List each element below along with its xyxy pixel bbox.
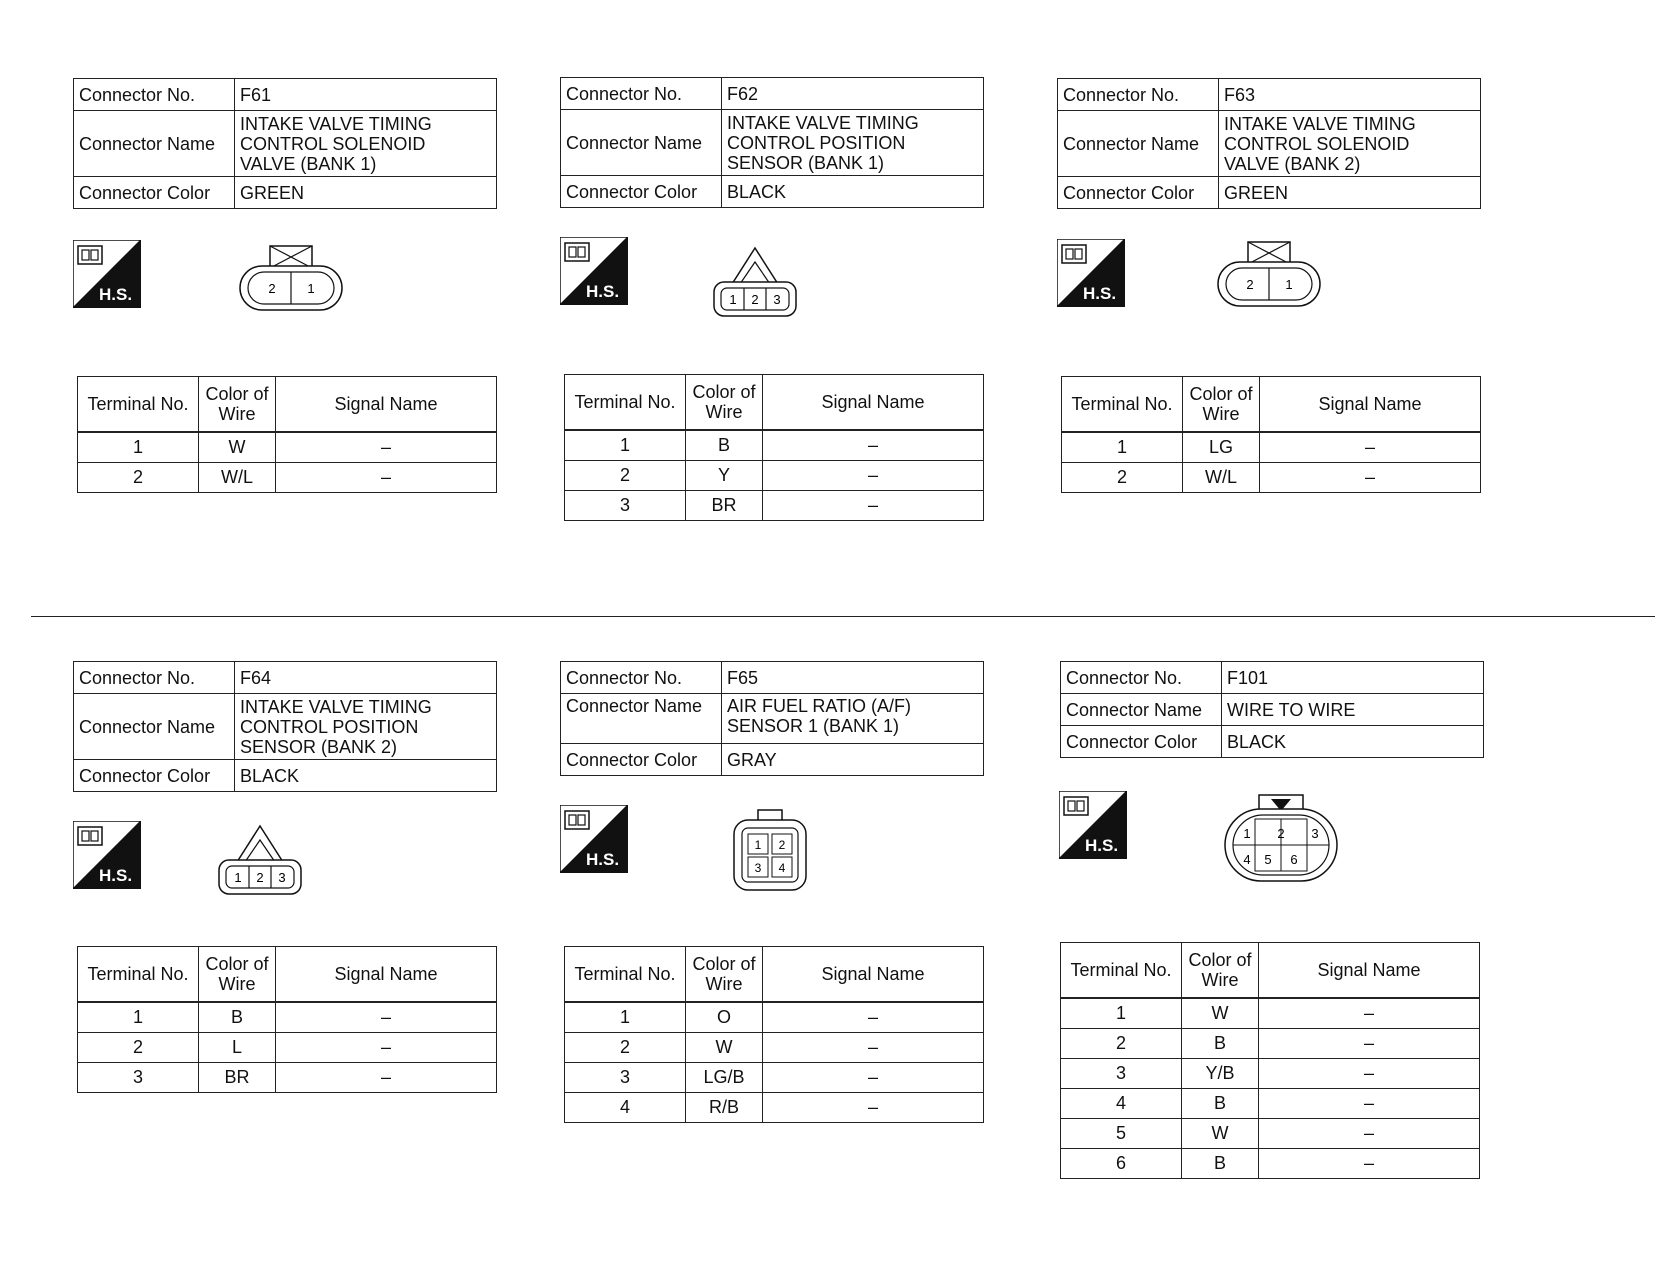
pin-label: 2 [1246, 277, 1254, 292]
table-row [1062, 463, 1481, 493]
hs-label: H.S. [99, 866, 133, 885]
connector-no-label: Connector No. [1061, 662, 1222, 694]
terminal-table [1060, 942, 1480, 1179]
terminal-no-cell: 2 [1062, 463, 1183, 493]
terminal-no-header: Terminal No. [1061, 943, 1182, 999]
wire-color-cell: B [1182, 1149, 1259, 1179]
pin-label: 1 [234, 870, 242, 885]
signal-name-cell: – [763, 430, 984, 461]
signal-name-cell: – [763, 461, 984, 491]
terminal-no-header: Terminal No. [565, 375, 686, 431]
connector-name-label: Connector Name [74, 694, 235, 760]
terminal-no-cell: 3 [78, 1063, 199, 1093]
terminal-table [1061, 376, 1481, 493]
table-row [565, 1033, 984, 1063]
connector-name-value: AIR FUEL RATIO (A/F) SENSOR 1 (BANK 1) [722, 694, 984, 744]
table-row [1061, 1119, 1480, 1149]
terminal-table [564, 946, 984, 1123]
signal-name-cell: – [1259, 998, 1480, 1029]
terminal-no-cell: 2 [565, 1033, 686, 1063]
connector-name-label: Connector Name [561, 694, 722, 744]
connector-color-value: BLACK [1222, 726, 1484, 758]
terminal-table [77, 376, 497, 493]
wire-color-header: Color of Wire [686, 947, 763, 1003]
connector-info-table [73, 78, 497, 209]
signal-name-cell: – [1259, 1149, 1480, 1179]
connector-info-table [1057, 78, 1481, 209]
connector-name-label: Connector Name [74, 111, 235, 177]
connector-color-value: BLACK [722, 176, 984, 208]
table-row [565, 1093, 984, 1123]
connector-no-label: Connector No. [74, 79, 235, 111]
table-row [565, 430, 984, 461]
wire-color-cell: W [1182, 998, 1259, 1029]
wire-color-cell: W [199, 432, 276, 463]
wire-color-header: Color of Wire [1182, 943, 1259, 999]
wire-color-cell: B [199, 1002, 276, 1033]
connector-name-label: Connector Name [561, 110, 722, 176]
terminal-no-cell: 4 [1061, 1089, 1182, 1119]
hs-label: H.S. [1083, 284, 1117, 303]
harness-side-icon [560, 237, 628, 305]
table-row [565, 491, 984, 521]
connector-color-value: BLACK [235, 760, 497, 792]
signal-name-header: Signal Name [763, 375, 984, 431]
terminal-no-cell: 2 [1061, 1029, 1182, 1059]
pin-label: 2 [751, 292, 759, 307]
wire-color-header: Color of Wire [1183, 377, 1260, 433]
terminal-no-cell: 3 [1061, 1059, 1182, 1089]
table-row [78, 432, 497, 463]
connector-name-value: INTAKE VALVE TIMING CONTROL SOLENOID VALVE (BANK 2) [1219, 111, 1481, 177]
wire-color-header: Color of Wire [199, 377, 276, 433]
table-row [78, 1033, 497, 1063]
pin-label: 2 [256, 870, 264, 885]
terminal-table [77, 946, 497, 1093]
pin-label: 2 [778, 838, 786, 852]
connector-face-3pin [710, 244, 800, 320]
wire-color-cell: BR [199, 1063, 276, 1093]
pin-label: 1 [754, 838, 762, 852]
connector-face-3pin [215, 822, 305, 898]
wire-color-cell: W/L [199, 463, 276, 493]
connector-no-label: Connector No. [1058, 79, 1219, 111]
wire-color-cell: B [1182, 1029, 1259, 1059]
connector-face-2pin [236, 242, 346, 314]
signal-name-cell: – [276, 432, 497, 463]
table-row [1061, 1059, 1480, 1089]
connector-info-table [1060, 661, 1484, 758]
signal-name-cell: – [1259, 1059, 1480, 1089]
terminal-no-cell: 3 [565, 491, 686, 521]
terminal-no-cell: 1 [565, 430, 686, 461]
terminal-no-cell: 4 [565, 1093, 686, 1123]
terminal-no-cell: 2 [565, 461, 686, 491]
table-row [1061, 1149, 1480, 1179]
harness-side-icon [73, 240, 141, 308]
wire-color-cell: LG [1183, 432, 1260, 463]
signal-name-cell: – [276, 1033, 497, 1063]
table-row [1061, 998, 1480, 1029]
terminal-table [564, 374, 984, 521]
connector-name-label: Connector Name [1061, 694, 1222, 726]
connector-no-label: Connector No. [561, 662, 722, 694]
pin-label: 3 [773, 292, 781, 307]
signal-name-cell: – [763, 1033, 984, 1063]
pin-label: 4 [1243, 852, 1251, 867]
connector-no-value: F61 [235, 79, 497, 111]
signal-name-cell: – [276, 1002, 497, 1033]
connector-face-2pin [1214, 238, 1324, 310]
signal-name-cell: – [276, 1063, 497, 1093]
wire-color-cell: L [199, 1033, 276, 1063]
wire-color-cell: B [686, 430, 763, 461]
pin-label: 2 [268, 281, 276, 296]
connector-face-4pin [730, 808, 810, 892]
connector-color-label: Connector Color [561, 744, 722, 776]
wire-color-cell: LG/B [686, 1063, 763, 1093]
connector-face-6pin [1221, 793, 1341, 885]
hs-label: H.S. [586, 282, 620, 301]
signal-name-header: Signal Name [276, 377, 497, 433]
terminal-no-cell: 3 [565, 1063, 686, 1093]
connector-name-value: INTAKE VALVE TIMING CONTROL POSITION SENSOR (BANK 2) [235, 694, 497, 760]
table-row [565, 1063, 984, 1093]
harness-side-icon [73, 821, 141, 889]
harness-side-icon [560, 805, 628, 873]
harness-side-icon [1059, 791, 1127, 859]
table-row [78, 1002, 497, 1033]
signal-name-cell: – [763, 1063, 984, 1093]
wire-color-cell: W [1182, 1119, 1259, 1149]
connector-no-label: Connector No. [561, 78, 722, 110]
signal-name-cell: – [763, 491, 984, 521]
terminal-no-header: Terminal No. [565, 947, 686, 1003]
connector-info-table [73, 661, 497, 792]
connector-no-value: F64 [235, 662, 497, 694]
connector-color-label: Connector Color [74, 177, 235, 209]
hs-label: H.S. [586, 850, 620, 869]
connector-color-label: Connector Color [74, 760, 235, 792]
signal-name-cell: – [276, 463, 497, 493]
terminal-no-header: Terminal No. [78, 947, 199, 1003]
connector-no-value: F62 [722, 78, 984, 110]
signal-name-header: Signal Name [276, 947, 497, 1003]
table-row [1061, 1089, 1480, 1119]
wire-color-header: Color of Wire [686, 375, 763, 431]
wire-color-cell: W/L [1183, 463, 1260, 493]
signal-name-header: Signal Name [1259, 943, 1480, 999]
connector-name-value: WIRE TO WIRE [1222, 694, 1484, 726]
signal-name-cell: – [1259, 1029, 1480, 1059]
connector-no-value: F101 [1222, 662, 1484, 694]
terminal-no-cell: 1 [565, 1002, 686, 1033]
pin-label: 2 [1277, 826, 1285, 841]
pin-label: 5 [1264, 852, 1272, 867]
table-row [78, 1063, 497, 1093]
terminal-no-header: Terminal No. [78, 377, 199, 433]
connector-color-value: GRAY [722, 744, 984, 776]
pin-label: 1 [1243, 826, 1251, 841]
signal-name-cell: – [1259, 1119, 1480, 1149]
wire-color-cell: B [1182, 1089, 1259, 1119]
wire-color-cell: O [686, 1002, 763, 1033]
connector-name-value: INTAKE VALVE TIMING CONTROL SOLENOID VALVE (BANK 1) [235, 111, 497, 177]
wire-color-cell: Y/B [1182, 1059, 1259, 1089]
connector-color-value: GREEN [235, 177, 497, 209]
terminal-no-header: Terminal No. [1062, 377, 1183, 433]
connector-no-value: F65 [722, 662, 984, 694]
connector-no-label: Connector No. [74, 662, 235, 694]
hs-label: H.S. [99, 285, 133, 304]
signal-name-cell: – [763, 1093, 984, 1123]
connector-color-label: Connector Color [1058, 177, 1219, 209]
terminal-no-cell: 1 [1061, 998, 1182, 1029]
pin-label: 1 [1285, 277, 1293, 292]
pin-label: 4 [778, 861, 786, 875]
pin-label: 3 [754, 861, 762, 875]
table-row [1061, 1029, 1480, 1059]
connector-name-label: Connector Name [1058, 111, 1219, 177]
terminal-no-cell: 6 [1061, 1149, 1182, 1179]
table-row [565, 1002, 984, 1033]
signal-name-cell: – [763, 1002, 984, 1033]
wire-color-cell: Y [686, 461, 763, 491]
signal-name-cell: – [1259, 1089, 1480, 1119]
table-row [78, 463, 497, 493]
harness-side-icon [1057, 239, 1125, 307]
table-row [1062, 432, 1481, 463]
connector-info-table [560, 77, 984, 208]
signal-name-cell: – [1260, 432, 1481, 463]
pin-label: 1 [729, 292, 737, 307]
connector-no-value: F63 [1219, 79, 1481, 111]
wire-color-cell: BR [686, 491, 763, 521]
terminal-no-cell: 2 [78, 463, 199, 493]
terminal-no-cell: 1 [78, 432, 199, 463]
pin-label: 3 [278, 870, 286, 885]
connector-info-table [560, 661, 984, 776]
signal-name-header: Signal Name [1260, 377, 1481, 433]
wire-color-header: Color of Wire [199, 947, 276, 1003]
signal-name-header: Signal Name [763, 947, 984, 1003]
connector-name-value: INTAKE VALVE TIMING CONTROL POSITION SENSOR (BANK 1) [722, 110, 984, 176]
wire-color-cell: R/B [686, 1093, 763, 1123]
terminal-no-cell: 1 [1062, 432, 1183, 463]
section-divider [31, 616, 1655, 617]
terminal-no-cell: 5 [1061, 1119, 1182, 1149]
table-row [565, 461, 984, 491]
wire-color-cell: W [686, 1033, 763, 1063]
signal-name-cell: – [1260, 463, 1481, 493]
connector-color-label: Connector Color [561, 176, 722, 208]
terminal-no-cell: 2 [78, 1033, 199, 1063]
hs-label: H.S. [1085, 836, 1119, 855]
connector-color-label: Connector Color [1061, 726, 1222, 758]
pin-label: 1 [307, 281, 315, 296]
terminal-no-cell: 1 [78, 1002, 199, 1033]
pin-label: 3 [1311, 826, 1319, 841]
connector-color-value: GREEN [1219, 177, 1481, 209]
pin-label: 6 [1290, 852, 1298, 867]
